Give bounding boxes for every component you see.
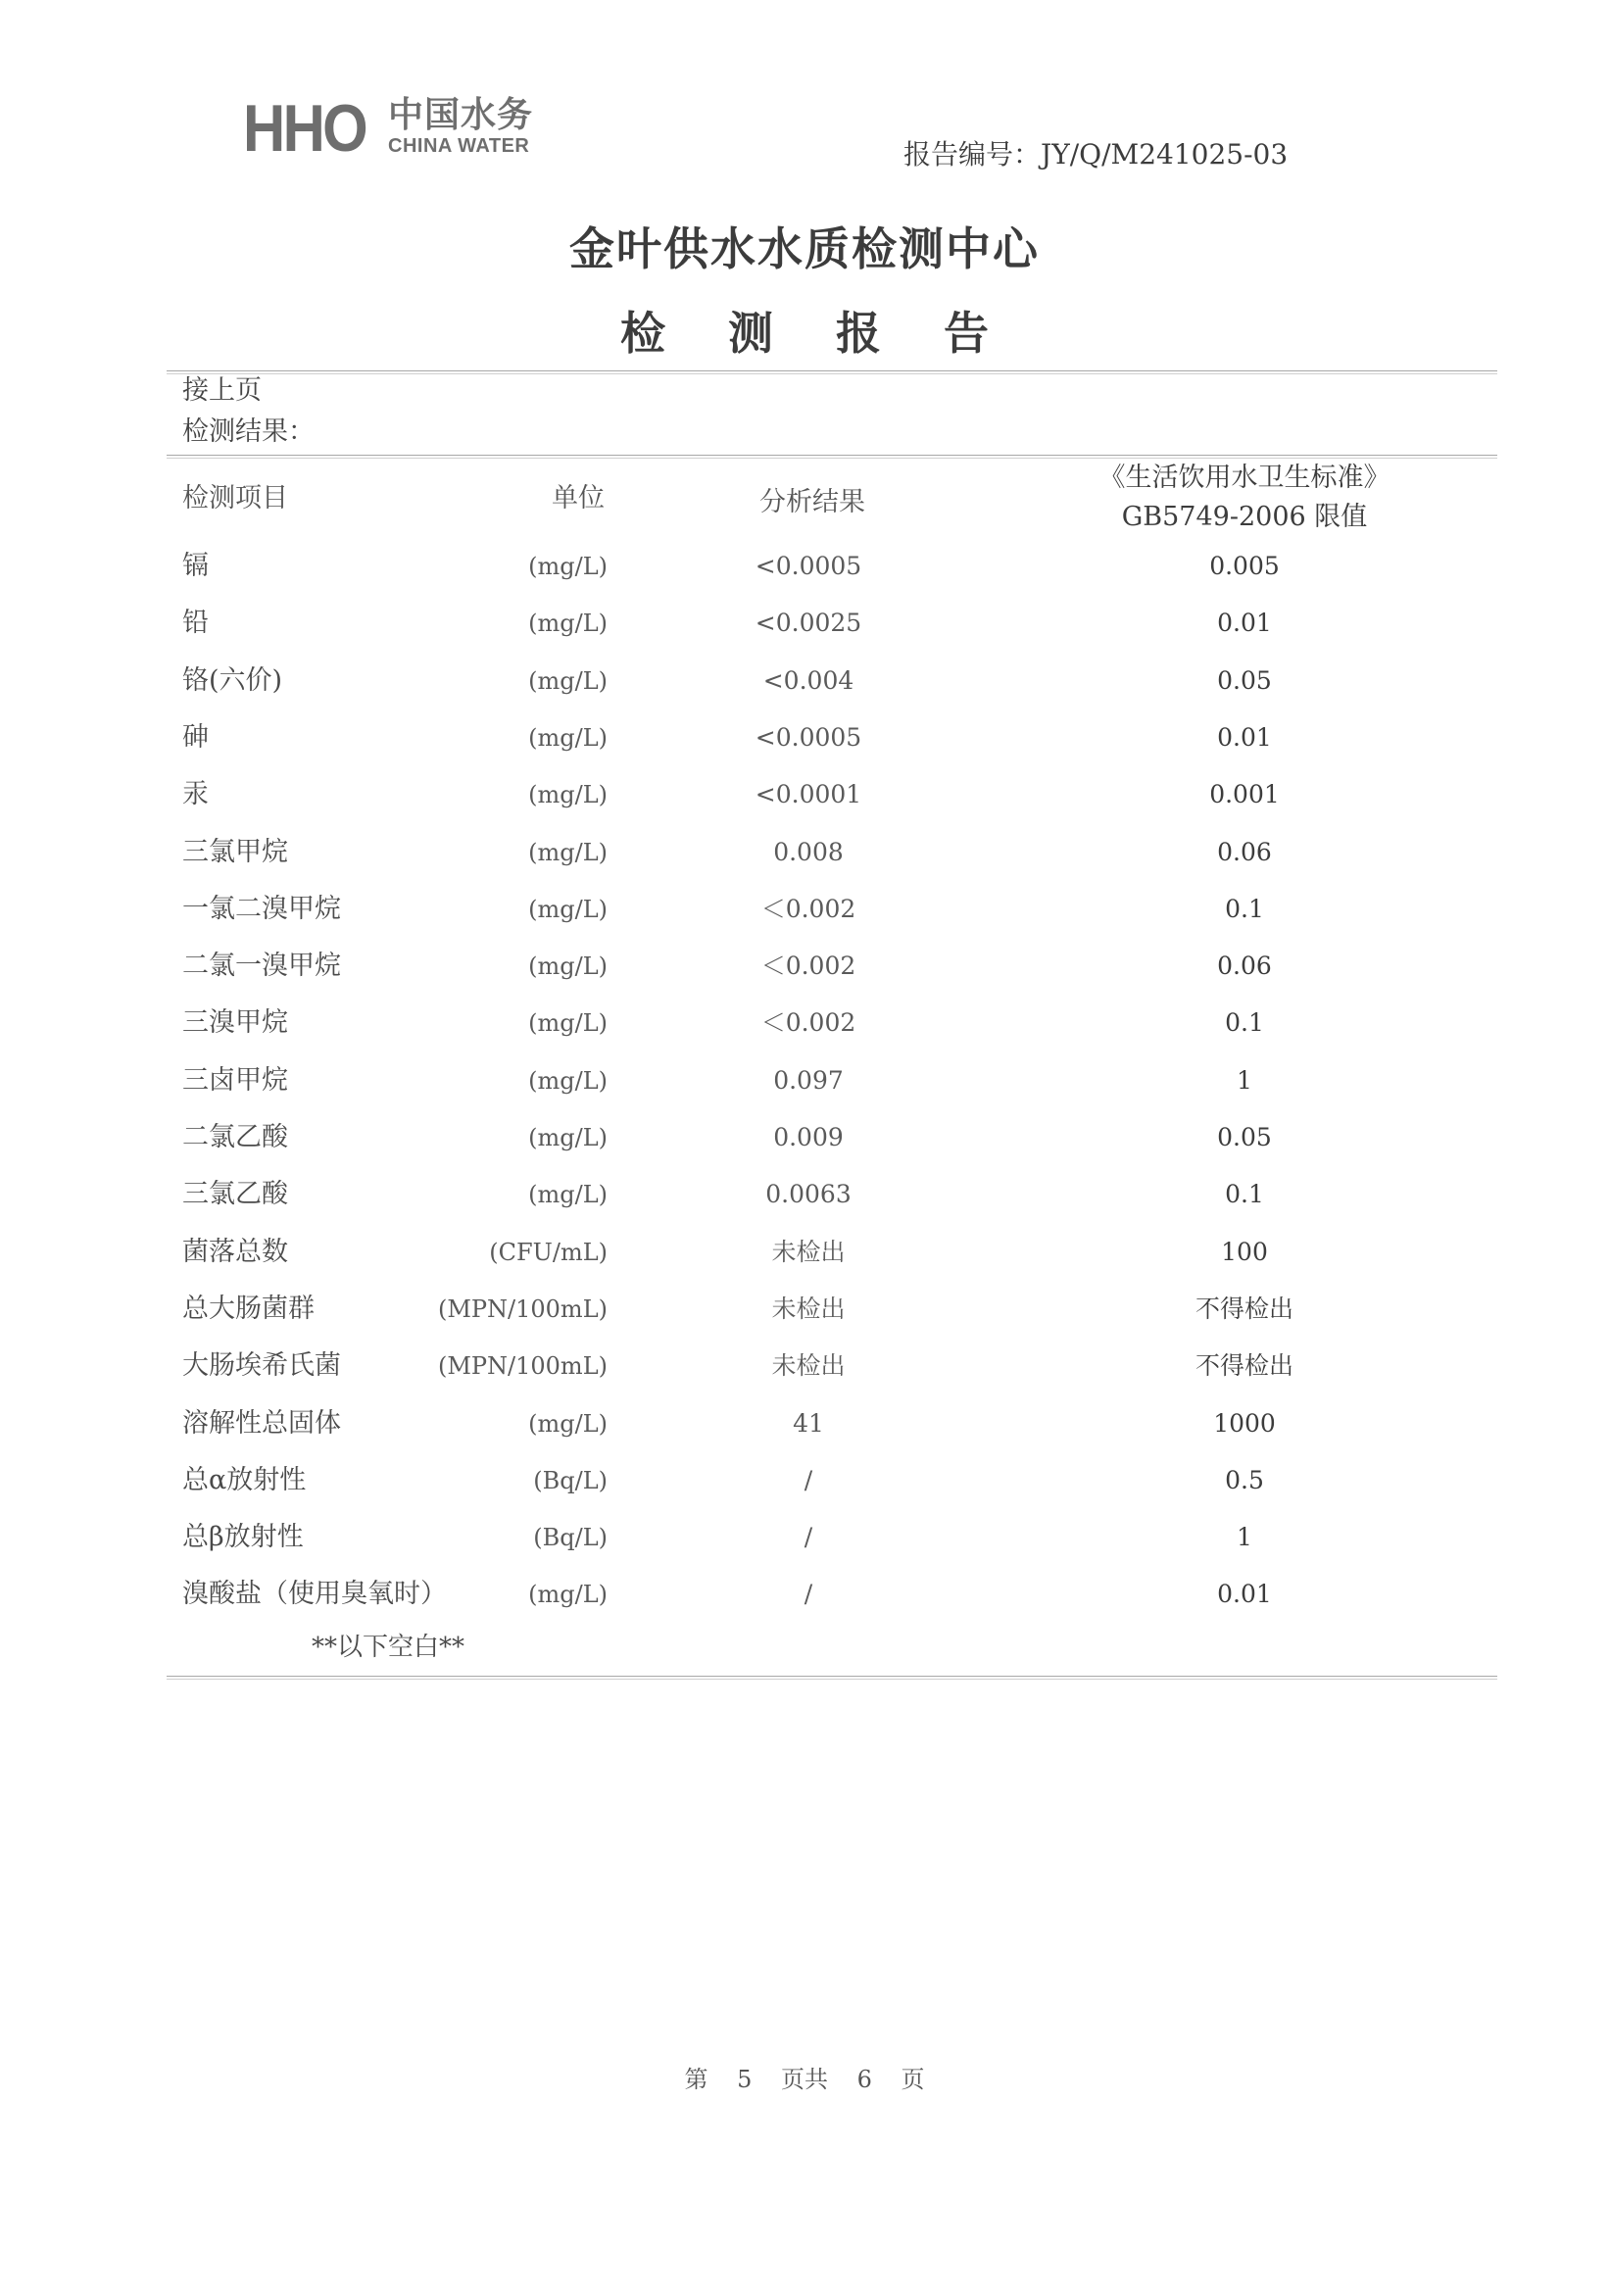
unit-cell: (mg/L)	[528, 953, 608, 980]
item-cell: 大肠埃希氏菌	[182, 1350, 341, 1381]
result-cell: 0.008	[773, 838, 844, 866]
header-item: 检测项目	[182, 483, 288, 513]
table-row	[0, 1346, 1609, 1386]
report-number: 报告编号：JY/Q/M241025-03	[903, 138, 1289, 171]
limit-cell: 0.06	[1217, 952, 1272, 980]
result-cell: 0.009	[773, 1123, 844, 1151]
continuation-block	[182, 370, 315, 453]
blank-below-note: **以下空白**	[312, 1633, 465, 1662]
item-cell: 二氯一溴甲烷	[182, 951, 341, 981]
limit-cell: 1000	[1213, 1409, 1276, 1438]
item-cell: 镉	[182, 551, 209, 581]
item-cell: 三卤甲烷	[182, 1065, 288, 1096]
limit-cell: 不得检出	[1195, 1295, 1293, 1323]
table-row	[0, 1061, 1609, 1100]
unit-cell: (mg/L)	[528, 1124, 608, 1151]
table-row	[0, 1118, 1609, 1157]
table-row	[0, 1175, 1609, 1214]
unit-cell: (mg/L)	[528, 1181, 608, 1208]
result-cell: 未检出	[771, 1295, 846, 1323]
result-cell: 未检出	[771, 1238, 846, 1266]
limit-cell: 不得检出	[1195, 1351, 1293, 1380]
item-cell: 总大肠菌群	[182, 1294, 315, 1324]
limit-cell: 0.5	[1225, 1466, 1264, 1494]
unit-cell: (mg/L)	[528, 610, 608, 637]
limit-cell: 0.06	[1217, 838, 1272, 866]
limit-cell: 0.01	[1217, 723, 1272, 752]
item-cell: 溶解性总固体	[182, 1408, 341, 1439]
page-footer: 第 5 页共 6 页	[684, 2066, 925, 2093]
limit-cell: 0.01	[1217, 1580, 1272, 1608]
item-cell: 二氯乙酸	[182, 1122, 288, 1152]
result-cell: 0.0063	[765, 1180, 852, 1208]
limit-cell: 1	[1237, 1523, 1252, 1551]
header-result: 分析结果	[759, 487, 865, 517]
unit-cell: (CFU/mL)	[489, 1239, 608, 1266]
result-cell: <0.0025	[755, 609, 862, 637]
result-cell: /	[804, 1523, 813, 1551]
unit-cell: (mg/L)	[528, 1581, 608, 1608]
logo-mark: HHO	[243, 91, 366, 166]
table-row	[0, 718, 1609, 757]
limit-cell: 0.005	[1209, 552, 1280, 580]
unit-cell: (MPN/100mL)	[437, 1295, 608, 1323]
table-row	[0, 661, 1609, 701]
result-cell: 0.097	[773, 1066, 844, 1095]
results-label: 检测结果：	[182, 416, 315, 447]
unit-cell: (mg/L)	[528, 1067, 608, 1095]
result-cell: ＜0.002	[760, 1008, 856, 1037]
table-row	[0, 1518, 1609, 1557]
header-divider	[167, 455, 1497, 456]
result-cell: ＜0.002	[760, 895, 856, 923]
item-cell: 一氯二溴甲烷	[182, 894, 341, 924]
unit-cell: (Bq/L)	[533, 1467, 608, 1494]
result-cell: /	[804, 1466, 813, 1494]
limit-cell: 0.1	[1225, 895, 1264, 923]
table-row	[0, 947, 1609, 986]
unit-cell: (mg/L)	[528, 553, 608, 580]
result-cell: ＜0.002	[760, 952, 856, 980]
result-cell: <0.0005	[755, 552, 862, 580]
table-row	[0, 1575, 1609, 1614]
table-row	[0, 1003, 1609, 1043]
header-standard-name: 《生活饮用水卫生标准》	[1098, 463, 1390, 493]
top-divider	[167, 370, 1497, 371]
table-row	[0, 1290, 1609, 1329]
item-cell: 溴酸盐（使用臭氧时）	[182, 1579, 447, 1609]
limit-cell: 0.1	[1225, 1180, 1264, 1208]
header-standard	[1058, 459, 1431, 537]
table-row	[0, 547, 1609, 586]
table-row	[0, 775, 1609, 814]
table-row	[0, 1461, 1609, 1500]
item-cell: 三溴甲烷	[182, 1007, 288, 1038]
table-row	[0, 833, 1609, 872]
item-cell: 铅	[182, 608, 209, 638]
item-cell: 总β放射性	[182, 1522, 304, 1552]
limit-cell: 0.001	[1209, 780, 1280, 808]
unit-cell: (MPN/100mL)	[437, 1352, 608, 1380]
center-name: 金叶供水水质检测中心	[569, 222, 1040, 275]
logo-chinese-name: 中国水务	[388, 95, 534, 135]
unit-cell: (mg/L)	[528, 1410, 608, 1438]
item-cell: 砷	[182, 722, 209, 753]
header-standard-code: GB5749-2006 限值	[1121, 502, 1368, 532]
result-cell: 未检出	[771, 1351, 846, 1380]
unit-cell: (mg/L)	[528, 839, 608, 866]
table-row	[0, 1233, 1609, 1272]
table-row	[0, 1404, 1609, 1443]
unit-cell: (mg/L)	[528, 667, 608, 695]
result-cell: 41	[793, 1409, 824, 1438]
unit-cell: (mg/L)	[528, 896, 608, 923]
limit-cell: 1	[1237, 1066, 1252, 1095]
limit-cell: 100	[1221, 1238, 1268, 1266]
item-cell: 菌落总数	[182, 1237, 288, 1267]
bottom-divider	[167, 1676, 1497, 1677]
limit-cell: 0.01	[1217, 609, 1272, 637]
limit-cell: 0.05	[1217, 1123, 1272, 1151]
result-cell: <0.004	[762, 666, 854, 695]
unit-cell: (mg/L)	[528, 781, 608, 808]
item-cell: 汞	[182, 779, 209, 809]
unit-cell: (mg/L)	[528, 1009, 608, 1037]
continued-label: 接上页	[182, 375, 262, 406]
report-title: 检 测 报 告	[619, 307, 1013, 360]
item-cell: 三氯甲烷	[182, 837, 288, 867]
limit-cell: 0.05	[1217, 666, 1272, 695]
table-row	[0, 890, 1609, 929]
logo-english-name: CHINA WATER	[388, 135, 530, 157]
result-cell: <0.0001	[755, 780, 862, 808]
item-cell: 铬(六价)	[182, 665, 283, 696]
item-cell: 三氯乙酸	[182, 1179, 288, 1209]
item-cell: 总α放射性	[182, 1465, 307, 1495]
unit-cell: (mg/L)	[528, 724, 608, 752]
header-unit: 单位	[552, 483, 605, 513]
table-row	[0, 604, 1609, 643]
result-cell: /	[804, 1580, 813, 1608]
result-cell: <0.0005	[755, 723, 862, 752]
limit-cell: 0.1	[1225, 1008, 1264, 1037]
unit-cell: (Bq/L)	[533, 1524, 608, 1551]
